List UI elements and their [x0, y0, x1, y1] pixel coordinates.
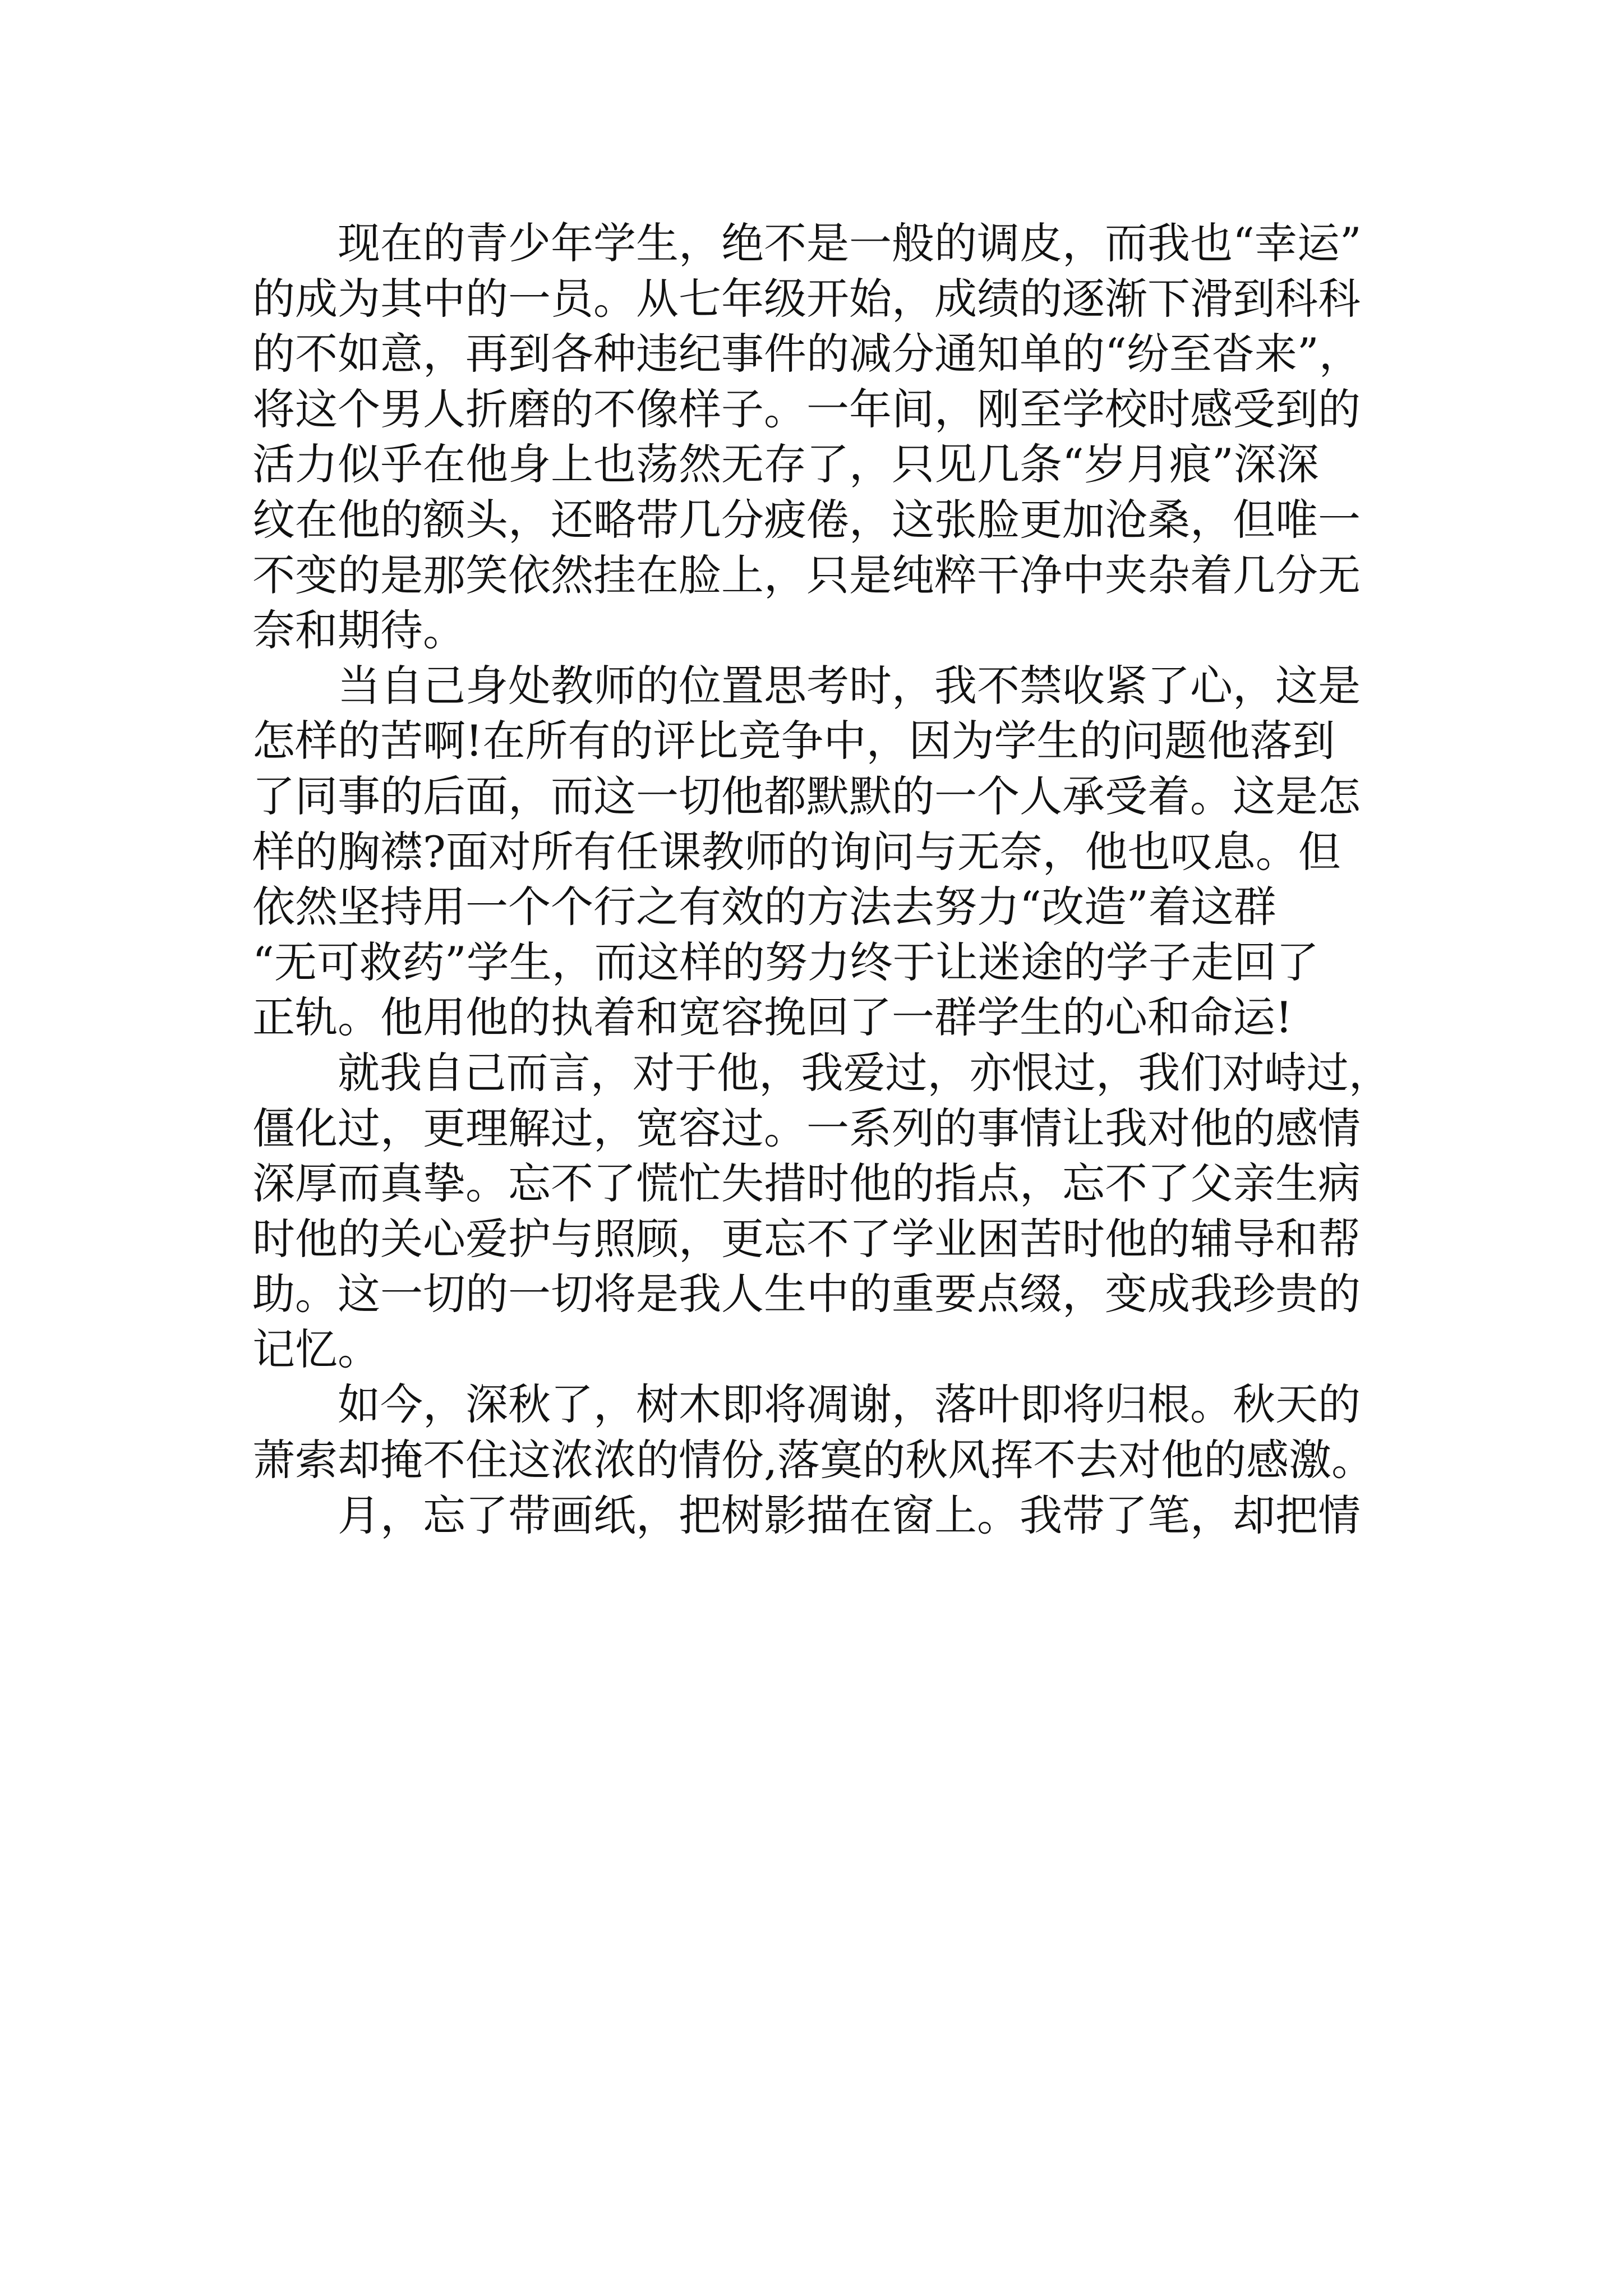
- text-line: “无可救药”学生，而这样的努力终于让迷途的学子走回了: [252, 937, 1319, 987]
- text-line: 纹在他的额头，还略带几分疲倦，这张脸更加沧桑，但唯一: [252, 494, 1361, 545]
- text-line: 活力似乎在他身上也荡然无存了，只见几条“岁月痕”深深: [252, 439, 1319, 490]
- text-line: 样的胸襟?面对所有任课教师的询问与无奈，他也叹息。但: [252, 826, 1341, 877]
- text-line: 如今，深秋了，树木即将凋谢，落叶即将归根。秋天的: [338, 1379, 1361, 1430]
- text-line: 奈和期待。: [252, 605, 465, 656]
- text-line: 助。这一切的一切将是我人生中的重要点缀，变成我珍贵的: [252, 1269, 1361, 1319]
- text-line: 月，忘了带画纸，把树影描在窗上。我带了笔，却把情: [338, 1490, 1361, 1540]
- text-line: 依然坚持用一个个行之有效的方法去努力“改造”着这群: [252, 882, 1276, 932]
- paragraph-4: [252, 1377, 1391, 1488]
- text-line: 时他的关心爱护与照顾，更忘不了学业困苦时他的辅导和帮: [252, 1213, 1361, 1264]
- text-line: 的不如意，再到各种违纪事件的减分通知单的“纷至沓来”，: [252, 329, 1362, 379]
- paragraph-2: [252, 659, 1391, 1046]
- text-line: 不变的是那笑依然挂在脸上，只是纯粹干净中夹杂着几分无: [252, 550, 1361, 600]
- text-line: 记忆。: [252, 1324, 380, 1374]
- text-line: 将这个男人折磨的不像样子。一年间，刚至学校时感受到的: [252, 384, 1361, 434]
- text-line: 了同事的后面，而这一切他都默默的一个人承受着。这是怎: [252, 771, 1361, 821]
- text-line: 怎样的苦啊!在所有的评比竞争中，因为学生的问题他落到: [252, 716, 1335, 766]
- paragraph-5: [252, 1488, 1391, 1544]
- text-line: 现在的青少年学生，绝不是一般的调皮，而我也“幸运”: [338, 218, 1362, 268]
- text-line: 的成为其中的一员。从七年级开始，成绩的逐渐下滑到科科: [252, 273, 1361, 324]
- text-line: 深厚而真挚。忘不了慌忙失措时他的指点，忘不了父亲生病: [252, 1158, 1361, 1209]
- text-line: 萧索却掩不住这浓浓的情份,落寞的秋风挥不去对他的感激。: [252, 1435, 1375, 1485]
- paragraph-3: [252, 1046, 1391, 1378]
- paragraph-1: [252, 216, 1391, 659]
- text-line: 当自己身处教师的位置思考时，我不禁收紧了心，这是: [338, 660, 1361, 711]
- document-body: [252, 216, 1391, 1543]
- text-line: 僵化过，更理解过，宽容过。一系列的事情让我对他的感情: [252, 1103, 1361, 1153]
- text-line: 正轨。他用他的执着和宽容挽回了一群学生的心和命运!: [252, 992, 1293, 1043]
- text-line: 就我自己而言，对于他，我爱过，亦恨过，我们对峙过，: [338, 1047, 1391, 1098]
